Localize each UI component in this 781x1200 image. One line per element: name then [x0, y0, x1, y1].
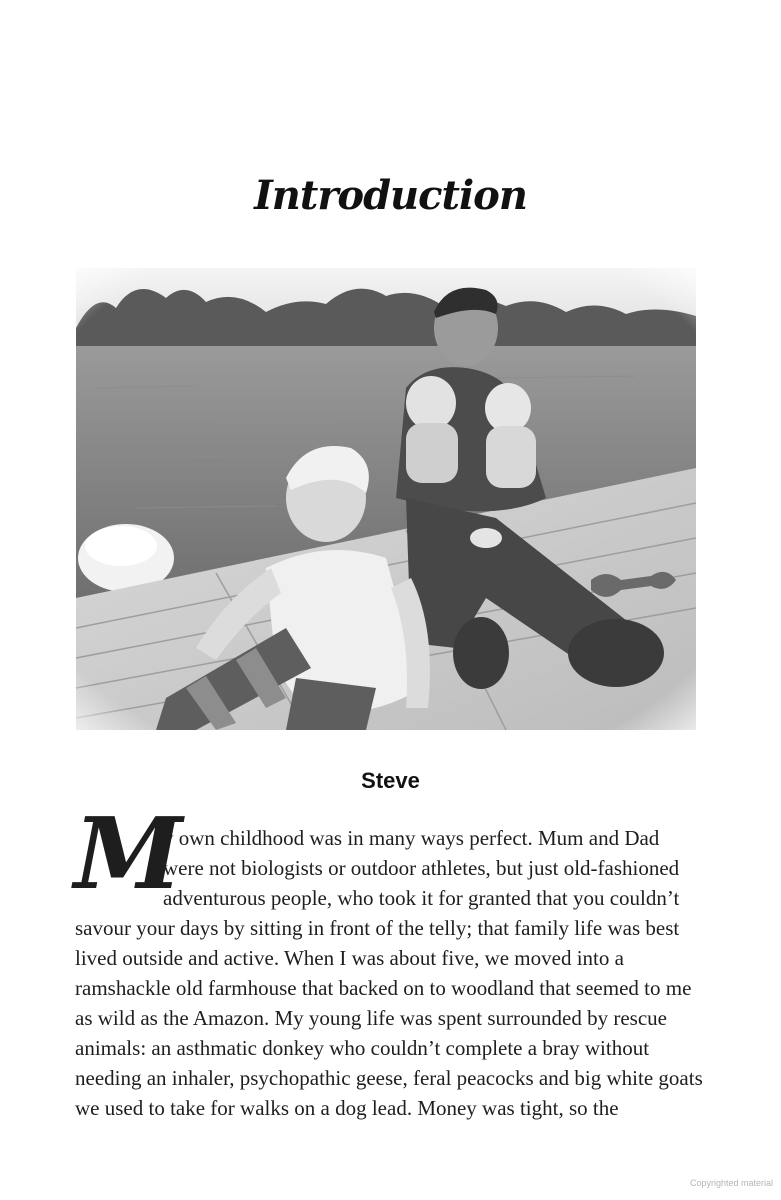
body-line: savour your days by sitting in front of the telly; that family life was best: [75, 916, 680, 940]
copyright-watermark: Copyrighted material: [689, 1178, 773, 1188]
chapter-title: Introduction: [254, 172, 527, 219]
body-line: y own childhood was in many ways perfect. Mum and Dad: [163, 826, 660, 850]
body-line: we used to take for walks on a dog lead. Money was tight, so the: [75, 1096, 619, 1120]
body-line: lived outside and active. When I was about five, we moved into a: [75, 946, 624, 970]
family-photo-illustration: [76, 268, 696, 730]
body-line: adventurous people, who took it for granted that you couldn’t: [163, 886, 680, 910]
section-heading: Steve: [361, 768, 420, 793]
body-line: needing an inhaler, psychopathic geese, feral peacocks and big white goats: [75, 1066, 703, 1090]
body-line: animals: an asthmatic donkey who couldn’t complete a bray without: [75, 1036, 650, 1060]
body-line: as wild as the Amazon. My young life was spent surrounded by rescue: [75, 1006, 667, 1030]
drop-cap-letter: M: [74, 797, 183, 912]
family-photo: [76, 268, 696, 730]
drop-cap: [72, 797, 183, 912]
body-line: were not biologists or outdoor athletes, but just old-fashioned: [163, 856, 680, 880]
body-line: ramshackle old farmhouse that backed on to woodland that seemed to me: [75, 976, 692, 1000]
